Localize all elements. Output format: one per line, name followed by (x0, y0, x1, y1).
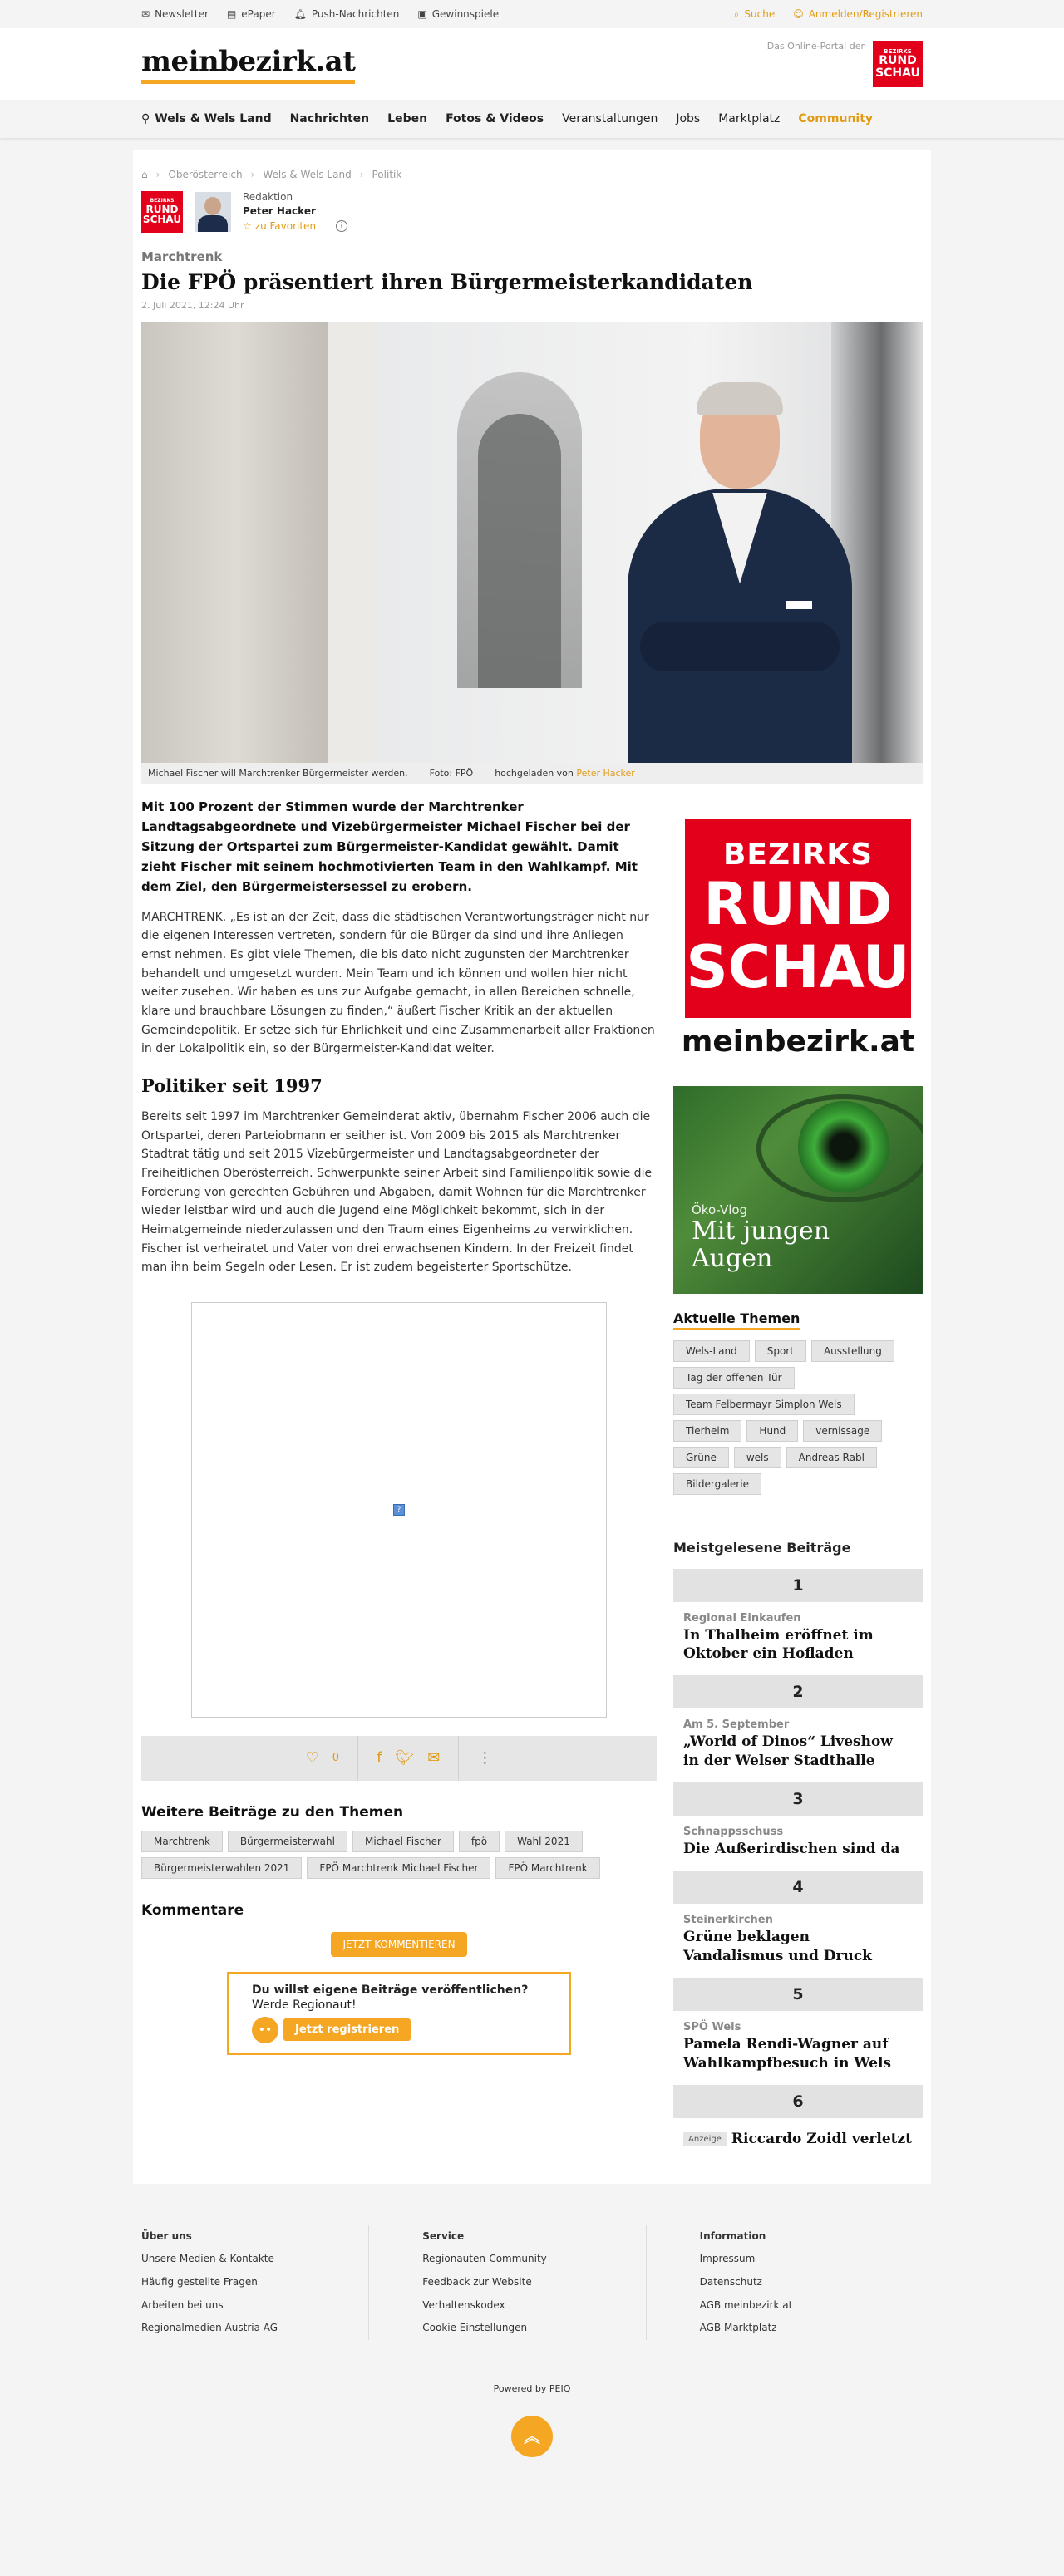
most-read-item[interactable]: SPÖ Wels Pamela Rendi-Wagner auf Wahlkampfbesuch in Wels (683, 2021, 891, 2072)
nav-item-community[interactable]: Community (798, 112, 874, 125)
topic-tags (141, 1831, 657, 1879)
ad-label: Anzeige (683, 2132, 727, 2147)
more-topics-title: Weitere Beiträge zu den Themen (141, 1803, 404, 1821)
site-logo[interactable]: meinbezirk.at (141, 45, 355, 84)
rank-number: 4 (673, 1871, 923, 1904)
footer-column-information: Information Impressum Datenschutz AGB meinbezirk.at AGB Marktplatz (646, 2225, 923, 2340)
favorite-button[interactable]: ☆ zu Favoriten i (243, 219, 347, 234)
regionaut-icon: •• (252, 2017, 278, 2043)
most-read-item[interactable]: Schnappsschuss Die Außerirdischen sind da (683, 1826, 900, 1858)
photo-credit: Foto: FPÖ (429, 767, 474, 779)
author-role: Redaktion (243, 190, 293, 203)
footer-link[interactable]: Arbeiten bei uns (141, 2298, 224, 2311)
gewinnspiele-link[interactable]: ▣ Gewinnspiele (417, 8, 500, 20)
most-read-list (673, 1569, 923, 2161)
action-bar (141, 1736, 657, 1781)
rank-number: 1 (673, 1569, 923, 1602)
topic-tag[interactable]: Sport (755, 1340, 806, 1362)
search-link[interactable]: ⌕ Suche (733, 7, 776, 20)
epaper-link[interactable]: ▤ ePaper (226, 8, 276, 20)
scroll-to-top-button[interactable] (511, 2416, 553, 2457)
star-icon: ☆ (243, 219, 252, 232)
location-pin-icon: ⚲ (141, 112, 150, 125)
footer-link[interactable]: AGB meinbezirk.at (699, 2298, 793, 2311)
topic-tag[interactable]: Ausstellung (811, 1340, 894, 1362)
heart-icon[interactable]: ♡ (305, 1749, 319, 1767)
author-name[interactable]: Peter Hacker (243, 205, 316, 218)
info-icon[interactable]: i (336, 220, 347, 232)
footer-column-about: Über uns Unsere Medien & Kontakte Häufig gestellte Fragen Arbeiten bei uns Regionalmedien Austria AG (141, 2225, 368, 2340)
topic-tag[interactable]: FPÖ Marchtrenk (495, 1857, 599, 1879)
site-header (0, 28, 1064, 100)
content-columns (141, 797, 923, 2161)
topic-tag[interactable]: FPÖ Marchtrenk Michael Fischer (307, 1857, 490, 1879)
topic-tag[interactable]: Marchtrenk (141, 1831, 223, 1852)
footer-link[interactable]: Impressum (699, 2253, 756, 2265)
login-link[interactable]: ☺ Anmelden/Registrieren (793, 8, 923, 20)
user-icon: ☺ (793, 8, 804, 20)
topic-tag[interactable]: fpö (459, 1831, 500, 1852)
nav-item-fotos-videos[interactable]: Fotos & Videos (446, 112, 544, 125)
image-caption (141, 763, 923, 784)
search-icon: ⌕ (733, 7, 740, 20)
footer-link[interactable]: Verhaltenskodex (422, 2298, 505, 2311)
hero-image[interactable] (141, 322, 923, 763)
placeholder-icon: ? (393, 1504, 405, 1516)
rank-number: 5 (673, 1978, 923, 2011)
topic-tag[interactable]: Michael Fischer (352, 1831, 454, 1852)
article-subheading: Politiker seit 1997 (141, 1074, 323, 1096)
footer-link[interactable]: Regionauten-Community (422, 2253, 547, 2265)
nav-item-nachrichten[interactable]: Nachrichten (289, 112, 370, 125)
rundschau-ad[interactable]: BEZIRKS RUND SCHAU meinbezirk.at (673, 819, 923, 1068)
footer-link[interactable]: Datenschutz (699, 2276, 762, 2288)
article-title: Die FPÖ präsentiert ihren Bürgermeisterkandidaten (141, 270, 753, 294)
footer-link[interactable]: Unsere Medien & Kontakte (141, 2253, 274, 2265)
rank-number: 6 (673, 2085, 923, 2118)
most-read-title: Meistgelesene Beiträge (673, 1539, 851, 1556)
like-count: 0 (332, 1752, 340, 1765)
eye-vlog-ad[interactable]: Öko-Vlog Mit jungen Augen (673, 1086, 923, 1294)
double-chevron-up-icon: ︽ (524, 2426, 540, 2446)
portal-badge (767, 41, 923, 87)
topic-tag[interactable]: Wels-Land (673, 1340, 750, 1362)
uploaded-by: hochgeladen von Peter Hacker (495, 767, 635, 779)
topic-tag[interactable]: Grüne (673, 1447, 729, 1468)
author-info (243, 190, 347, 234)
footer-link[interactable]: Häufig gestellte Fragen (141, 2276, 258, 2288)
bezirksrundschau-logo[interactable]: BEZIRKS RUND SCHAU (873, 41, 923, 87)
mail-icon[interactable]: ✉ (427, 1749, 441, 1767)
footer-link[interactable]: Regionalmedien Austria AG (141, 2322, 278, 2334)
promo-subtitle: Werde Regionaut! (252, 1998, 357, 2012)
article-body (141, 797, 657, 2161)
footer-link[interactable]: Cookie Einstellungen (422, 2322, 528, 2334)
bezirksrundschau-logo[interactable]: BEZIRKS RUND SCHAU (141, 191, 183, 233)
twitter-icon[interactable]: 🐦︎ (395, 1749, 415, 1767)
nav-item-veranstaltungen[interactable]: Veranstaltungen (562, 112, 658, 125)
footer-link[interactable]: AGB Marktplatz (699, 2322, 777, 2334)
topic-tag[interactable]: Tag der offenen Tür (673, 1367, 795, 1389)
utility-bar (0, 0, 1064, 28)
register-button[interactable]: Jetzt registrieren (283, 2018, 411, 2041)
breadcrumb-item[interactable]: Oberösterreich (168, 169, 243, 180)
most-read-item[interactable]: Am 5. September „World of Dinos“ Liveshow in der Welser Stadthalle (683, 1718, 893, 1770)
article-paragraph: Bereits seit 1997 im Marchtrenker Gemeinderat aktiv, übernahm Fischer 2006 auch die Ortspartei, deren Parteiobmann er seither ist. Von 2009 bis 2015 als Marchtrenker Stadtrat tätig und seit 2015 Vizebürgermeister und Landtagsabgeordneter der Freiheitlichen Oberösterreich. Schwerpunkte seiner Arbeit sind Familienpolitik sowie die Forderung von gerechten Gebühren und Abgaben, damit Wohnen für die Marchtrenker wieder leistbar wird und auch die Jugend eine Möglichkeit bekommt, sich in der Heimatgemeinde niederzulassen und den Traum eines Eigenheims zu verwirklichen. Fischer ist verheiratet und Vater von drei erwachsenen Kindern. In der Freizeit findet man ihn beim Segeln oder Lesen. Er ist zudem begeisterter Sportschütze. (141, 1109, 653, 1275)
most-read-item[interactable]: Regional Einkaufen In Thalheim eröffnet im Oktober ein Hofladen (683, 1611, 874, 1663)
topic-tag[interactable]: Team Felbermayr Simplon Wels (673, 1394, 855, 1415)
page-content (133, 150, 931, 2184)
article-paragraph: MARCHTRENK. „Es ist an der Zeit, dass die städtischen Verantwortungsträger nicht nur die eigenen Interessen vertreten, sondern für die Bürger da sind und ihre Anliegen ernst nehmen. Es gibt viele Themen, die bis dato nicht zugunsten der Marchtrenker behandelt und umgesetzt wurden. Mein Team und ich können und wollen hier nicht weiter zusehen. Wir haben es uns zur Aufgabe gemacht, in allen Bereichen schnelle, klare und brauchbare Lösungen zu finden,“ äußert Fischer Kritik an der aktuellen Gemeindepolitik. Er setze sich für Ehrlichkeit und eine Zusammenarbeit aller Fraktionen in der Lokalpolitik ein, so der Bürgermeister-Kandidat weiter. (141, 910, 655, 1056)
most-read-item[interactable]: Steinerkirchen Grüne beklagen Vandalismus und Druck (683, 1914, 872, 1965)
article-lead: Mit 100 Prozent der Stimmen wurde der Marchtrenker Landtagsabgeordnete und Vizebürgermeister Michael Fischer bei der Sitzung der Ortspartei zum Bürgermeister-Kandidat gewählt. Damit zieht Fischer mit seinem hochmotivierten Team in den Wahlkampf. Mit dem Ziel, den Bürgermeistersessel zu erobern. (141, 799, 638, 894)
topic-tag[interactable]: Andreas Rabl (786, 1447, 877, 1468)
article-kicker: Marchtrenk (141, 249, 223, 264)
most-read-item[interactable]: Anzeige Riccardo Zoidl verletzt (673, 2118, 923, 2161)
topic-tag[interactable]: vernissage (803, 1420, 882, 1442)
gift-icon: ▣ (417, 8, 427, 20)
topic-tag[interactable]: Bürgermeisterwahl (228, 1831, 347, 1852)
topic-tag[interactable]: wels (734, 1447, 781, 1468)
main-nav (0, 100, 1064, 138)
caption-text: Michael Fischer will Marchtrenker Bürgermeister werden. (148, 767, 408, 779)
comment-button[interactable]: JETZT KOMMENTIEREN (331, 1932, 466, 1957)
chevron-right-icon: › (155, 169, 160, 180)
embedded-content[interactable] (191, 1302, 607, 1718)
topic-tag[interactable]: Tierheim (673, 1420, 741, 1442)
nav-item-leben[interactable]: Leben (387, 112, 428, 125)
breadcrumb (141, 166, 923, 183)
author-box (141, 191, 923, 233)
nav-item-jobs[interactable]: Jobs (676, 112, 701, 125)
chevron-right-icon: › (359, 169, 364, 180)
footer-link[interactable]: Feedback zur Website (422, 2276, 532, 2288)
author-avatar[interactable] (195, 192, 231, 232)
comments-title: Kommentare (141, 1901, 244, 1919)
topic-tag[interactable]: Bürgermeisterwahlen 2021 (141, 1857, 302, 1879)
breadcrumb-item[interactable]: Politik (372, 169, 402, 180)
portal-label: Das Online-Portal der (766, 41, 864, 52)
site-footer (133, 2207, 931, 2340)
uploader-link[interactable]: Peter Hacker (576, 767, 635, 779)
current-topics-title: Aktuelle Themen (673, 1310, 923, 1330)
mail-icon: ✉ (141, 8, 150, 20)
chevron-right-icon: › (250, 169, 255, 180)
push-notifications-link[interactable]: 🔔︎ Push-Nachrichten (293, 8, 400, 20)
bell-icon: 🔔︎ (293, 8, 307, 20)
location-selector[interactable]: ⚲ Wels & Wels Land (141, 112, 272, 125)
powered-by: Powered by PEIQ (493, 2382, 571, 2394)
promo-title: Du willst eigene Beiträge veröffentlichen? (252, 1983, 529, 1997)
topic-tag[interactable]: Hund (746, 1420, 798, 1442)
home-icon[interactable]: ⌂ (141, 169, 148, 180)
article-date: 2. Juli 2021, 12:24 Uhr (141, 299, 244, 311)
rank-number: 3 (673, 1782, 923, 1816)
more-options-icon[interactable]: ⋮ (477, 1749, 493, 1767)
sidebar (673, 797, 923, 2161)
breadcrumb-item[interactable]: Wels & Wels Land (263, 169, 352, 180)
newsletter-link[interactable]: ✉ Newsletter (141, 8, 209, 20)
nav-item-marktplatz[interactable]: Marktplatz (718, 112, 781, 125)
current-topics (673, 1340, 923, 1495)
topic-tag[interactable]: Wahl 2021 (505, 1831, 583, 1852)
facebook-icon[interactable]: f (377, 1749, 382, 1767)
rank-number: 2 (673, 1675, 923, 1708)
newspaper-icon: ▤ (226, 8, 237, 20)
register-promo (227, 1972, 571, 2055)
topic-tag[interactable]: Bildergalerie (673, 1473, 761, 1495)
footer-column-service: Service Regionauten-Community Feedback zur Website Verhaltenskodex Cookie Einstellungen (368, 2225, 645, 2340)
